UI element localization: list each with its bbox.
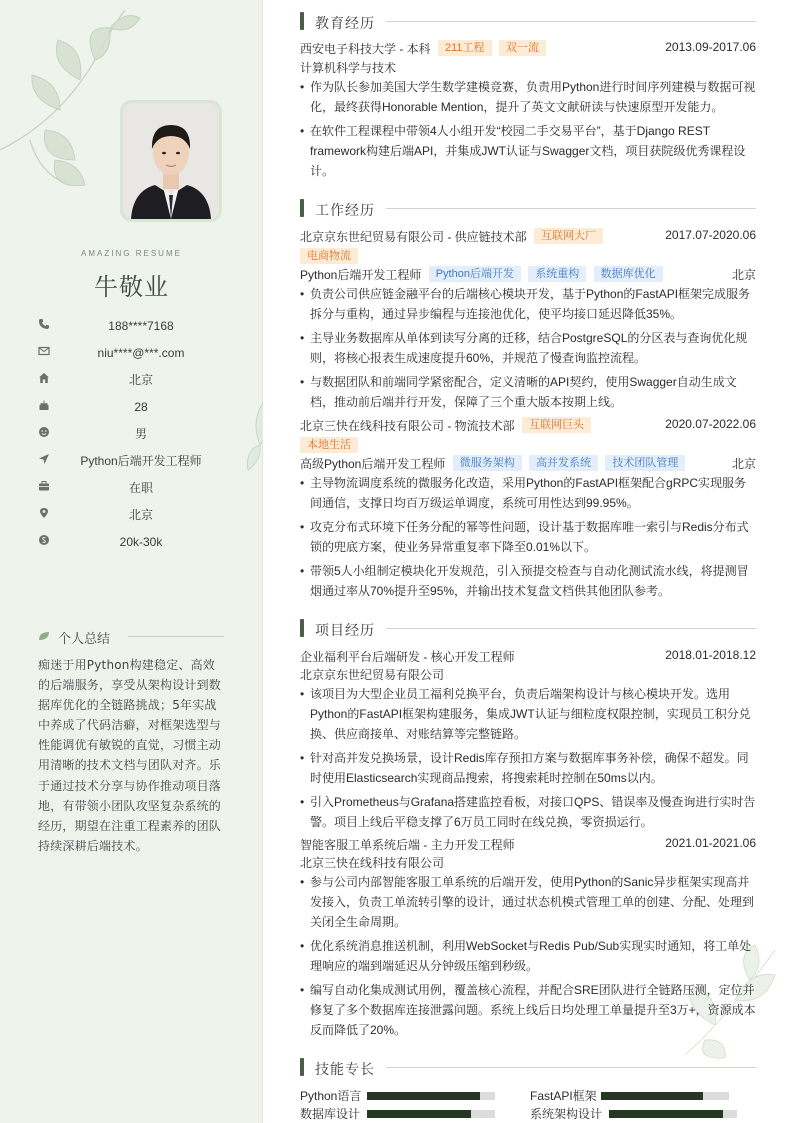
tag: 系统重构 [528, 266, 586, 282]
section-projects [300, 617, 756, 639]
list-item: • 主导物流调度系统的微服务化改造，采用Python的FastAPI框架配合gRPC实现服务间通信，支撑日均百万级运单调度，系统可用性达到99.95%。 [300, 473, 756, 513]
date: 2020.07-2022.06 [665, 417, 756, 431]
section-marker [300, 619, 304, 637]
home-icon [38, 372, 50, 384]
job-company: 北京京东世纪贸易有限公司 - 供应链技术部 互联网大厂 2017.07-2020.06 [300, 228, 756, 244]
tag: 高并发系统 [529, 455, 598, 471]
tag: 数据库优化 [594, 266, 663, 282]
briefcase-icon [38, 480, 50, 492]
skill-bar-track [601, 1092, 729, 1100]
info-salary: 20k-30k [30, 528, 242, 555]
project-bullets [300, 684, 756, 836]
sidebar [0, 0, 263, 1123]
info-gender: 男 [30, 420, 242, 447]
tag: 本地生活 [300, 437, 358, 453]
list-item: • 优化系统消息推送机制，利用WebSocket与Redis Pub/Sub实现实时通知，将工单处理响应的端到端延迟从分钟级压缩到秒级。 [300, 936, 756, 976]
leaf-icon [38, 631, 50, 641]
main-content [300, 0, 756, 1123]
skill-name: Python语言 [300, 1089, 362, 1103]
tag: 微服务架构 [453, 455, 522, 471]
list-item: • 该项目为大型企业员工福利兑换平台，负责后端架构设计与核心模块开发。选用Python的FastAPI框架构建服务，集成JWT认证与细粒度权限控制，实现员工积分兑换、供应商接单、对账结算等完整链路。 [300, 684, 756, 744]
info-email: niu****@***.com [30, 339, 242, 366]
list-item: • 在软件工程课程中带领4人小组开发“校园二手交易平台”，基于Django REST framework构建后端API，并集成JWT认证与Swagger文档，项目获院级优秀课程设计。 [300, 121, 756, 181]
job-bullets [300, 284, 756, 416]
section-title: 项目经历 [315, 623, 375, 639]
section-rule [386, 1067, 756, 1068]
info-home: 北京 [30, 366, 242, 393]
info-position: Python后端开发工程师 [30, 447, 242, 474]
leaf-sprig-icon [240, 395, 263, 475]
list-item: • 攻克分布式环境下任务分配的幂等性问题，设计基于数据库唯一索引与Redis分布式锁的兜底方案，使业务异常重复率下降至0.01%以下。 [300, 517, 756, 557]
project-header [300, 648, 756, 666]
section-skills [300, 1056, 756, 1078]
section-marker [300, 12, 304, 30]
city: 北京 [731, 268, 756, 282]
candidate-name: 牛敬业 [94, 273, 169, 301]
info-phone: 188****7168 [30, 312, 242, 339]
summary-heading [38, 627, 224, 645]
list-item: • 引入Prometheus与Grafana搭建监控看板，对接口QPS、错误率及慢查询进行实时告警。项目上线后平稳支撑了6万员工同时在线兑换，零资损运行。 [300, 792, 756, 832]
project-company: 北京三快在线科技有限公司 [300, 856, 445, 870]
mail-icon [38, 345, 50, 357]
tag: Python后端开发 [429, 266, 521, 282]
section-marker [300, 1058, 304, 1076]
skill-item [530, 1105, 760, 1121]
project-name: 智能客服工单系统后端 - 主力开发工程师 [300, 838, 515, 852]
avatar [123, 103, 219, 219]
phone-icon [38, 318, 50, 330]
date: 2017.07-2020.06 [665, 228, 756, 242]
education-bullets [300, 77, 756, 185]
section-title: 技能专长 [315, 1062, 375, 1078]
major: 计算机科学与技术 [300, 61, 397, 75]
section-title: 教育经历 [315, 16, 375, 32]
section-rule [386, 21, 756, 22]
tag: 技术团队管理 [605, 455, 685, 471]
section-rule [386, 208, 756, 209]
skill-name: FastAPI框架 [530, 1089, 597, 1103]
skill-item [300, 1087, 530, 1103]
job-role: 高级Python后端开发工程师 微服务架构 高并发系统 技术团队管理 北京 [300, 457, 756, 471]
city: 北京 [731, 457, 756, 471]
section-title: 工作经历 [315, 203, 375, 219]
skill-item [300, 1105, 530, 1121]
section-marker [300, 199, 304, 217]
job-bullets [300, 473, 756, 605]
list-item: • 针对高并发兑换场景，设计Redis库存预扣方案与数据库事务补偿，确保不超发。同时使用Elasticsearch实现商品搜索，将搜索耗时控制在50ms以内。 [300, 748, 756, 788]
skill-bar-fill [367, 1092, 480, 1100]
tag: 互联网大厂 [534, 228, 603, 244]
summary-rule [128, 636, 224, 637]
list-item: • 主导业务数据库从单体到读写分离的迁移，结合PostgreSQL的分区表与查询优化规则，将核心报表生成速度提升60%，并规范了慢查询监控流程。 [300, 328, 756, 368]
project-header [300, 836, 756, 854]
skill-bar-track [609, 1110, 737, 1118]
gender-icon [38, 426, 50, 438]
skill-bar-track [367, 1092, 495, 1100]
skill-bar-fill [367, 1110, 471, 1118]
skill-bar-fill [609, 1110, 723, 1118]
salary-icon [38, 534, 50, 546]
skill-name: 数据库设计 [300, 1107, 361, 1121]
job-company-tags [300, 437, 756, 455]
location-pin-icon [38, 507, 50, 519]
tag: 双一流 [499, 40, 546, 56]
section-work [300, 197, 756, 219]
project-name: 企业福利平台后端研发 - 核心开发工程师 [300, 650, 515, 664]
education-header [300, 40, 756, 58]
date: 2018.01-2018.12 [665, 648, 756, 662]
section-education [300, 10, 756, 32]
tag: 互联网巨头 [522, 417, 591, 433]
list-item: • 编写自动化集成测试用例，覆盖核心流程，并配合SRE团队进行全链路压测，定位并修复了多个数据库连接泄露问题。系统上线后日均处理工单量提升至3万+，资源成本反而降低了20%。 [300, 980, 756, 1040]
job-role: Python后端开发工程师 Python后端开发 系统重构 数据库优化 北京 [300, 268, 756, 282]
section-rule [386, 628, 756, 629]
project-company: 北京京东世纪贸易有限公司 [300, 668, 445, 682]
cake-icon [38, 399, 50, 411]
list-item: • 参与公司内部智能客服工单系统的后端开发，使用Python的Sanic异步框架实现高并发接入，负责工单流转引擎的设计，通过状态机模式管理工单的创建、分配、处理到关闭全生命周期。 [300, 872, 756, 932]
list-item: • 负责公司供应链金融平台的后端核心模块开发，基于Python的FastAPI框架完成服务拆分与重构，通过异步编程与连接池优化，使平均接口延迟降低35%。 [300, 284, 756, 324]
resume-tagline: AMAZING RESUME [81, 249, 182, 258]
skill-item [530, 1087, 760, 1103]
sidebar-edge [262, 0, 263, 1123]
summary-text: 痴迷于用Python构建稳定、高效的后端服务，享受从架构设计到数据库优化的全链路挑战；5年实战中养成了代码洁癖，对框架选型与性能调优有敏锐的直觉，习惯主动用清晰的技术文档与团队对齐。乐于通过技术分享与协作推动项目落地，有带领小团队攻坚复杂系统的经历，期望在注重工程素养的团队持续深耕后端技术。 [38, 658, 222, 853]
skill-bar-track [367, 1110, 495, 1118]
list-item: • 带领5人小组制定模块化开发规范，引入预提交检查与自动化测试流水线，将提测冒烟通过率从70%提升至95%，并输出技术复盘文档供其他团队参考。 [300, 561, 756, 601]
tag: 211工程 [438, 40, 492, 56]
skill-name: 系统架构设计 [530, 1107, 603, 1121]
job-company: 北京三快在线科技有限公司 - 物流技术部 互联网巨头 2020.07-2022.06 [300, 417, 756, 433]
date: 2013.09-2017.06 [665, 40, 756, 54]
personal-info-list [30, 312, 242, 555]
project-bullets [300, 872, 756, 1044]
info-status: 在职 [30, 474, 242, 501]
skill-bar-fill [601, 1092, 703, 1100]
job-company-tags [300, 248, 756, 266]
list-item: • 作为队长参加美国大学生数学建模竞赛，负责用Python进行时间序列建模与数据可视化，最终获得Honorable Mention，提升了英文文献研读与快速原型开发能力。 [300, 77, 756, 117]
school-name: 西安电子科技大学 - 本科 [300, 42, 431, 56]
date: 2021.01-2021.06 [665, 836, 756, 850]
info-age: 28 [30, 393, 242, 420]
list-item: • 与数据团队和前端同学紧密配合，定义清晰的API契约，使用Swagger自动生成文档，推动前后端并行开发，保障了三个重大版本按期上线。 [300, 372, 756, 412]
info-location: 北京 [30, 501, 242, 528]
tag: 电商物流 [300, 248, 358, 264]
send-icon [38, 453, 50, 465]
summary-title: 个人总结 [58, 632, 111, 647]
